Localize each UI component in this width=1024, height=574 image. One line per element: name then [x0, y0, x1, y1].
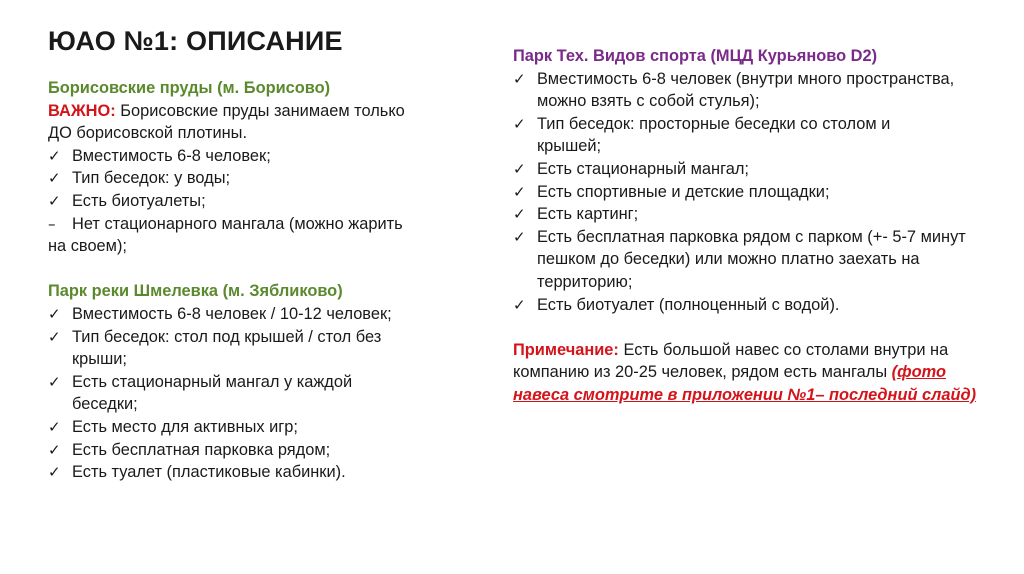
left-column	[48, 77, 448, 484]
list-item: ✓ Есть бесплатная парковка рядом;	[48, 439, 448, 462]
note-paragraph	[513, 339, 983, 407]
list-item: ✓ Есть стационарный мангал;	[513, 158, 983, 181]
list-item: ✓ Тип беседок: стол под крышей / стол без крыши;	[48, 327, 382, 369]
borisovskie-list	[48, 145, 448, 258]
list-item: ✓ Есть картинг;	[513, 203, 983, 226]
list-item: ✓ Есть бесплатная парковка рядом с парком (+- 5-7 минут пешком до беседки) или можно платно заехать на территорию;	[513, 227, 966, 291]
dash-icon: –	[48, 214, 56, 233]
list-item: ✓ Есть спортивные и детские площадки;	[513, 181, 983, 204]
list-item: ✓ Есть биотуалеты;	[48, 190, 448, 213]
section-heading-borisovskie: Борисовские пруды (м. Борисово)	[48, 79, 331, 97]
check-icon: ✓	[48, 169, 61, 188]
list-item: – Нет стационарного мангала (можно жарить	[48, 213, 448, 236]
list-item: ✓ Тип беседок: у воды;	[48, 167, 448, 190]
note-label: Примечание:	[513, 340, 619, 359]
right-column	[513, 45, 993, 407]
check-icon: ✓	[48, 191, 61, 210]
list-item: ✓ Вместимость 6-8 человек (внутри много пространства, можно взять с собой стулья);	[513, 69, 955, 111]
check-icon: ✓	[513, 227, 526, 246]
important-text-cont: ДО борисовской плотины.	[48, 124, 248, 143]
important-text: Борисовские пруды занимаем только	[115, 101, 405, 120]
note-link[interactable]: (фото навеса смотрите в приложении №1– последний слайд)	[513, 363, 977, 404]
important-note	[48, 100, 448, 123]
list-item-continuation: на своем);	[48, 237, 127, 256]
check-icon: ✓	[513, 114, 526, 133]
check-icon: ✓	[48, 417, 61, 436]
check-icon: ✓	[48, 304, 61, 323]
check-icon: ✓	[48, 372, 61, 391]
list-item: ✓ Вместимость 6-8 человек;	[48, 145, 448, 168]
list-item: ✓ Есть стационарный мангал у каждой беседки;	[48, 372, 353, 414]
section-heading-shmelevka: Парк реки Шмелевка (м. Зябликово)	[48, 282, 343, 301]
check-icon: ✓	[48, 146, 61, 165]
section-heading-kuryanovo: Парк Тех. Видов спорта (МЦД Курьяново D2)	[513, 47, 878, 65]
list-item: ✓ Тип беседок: просторные беседки со столом и крышей;	[513, 114, 891, 156]
list-item: ✓ Есть место для активных игр;	[48, 416, 448, 439]
check-icon: ✓	[513, 182, 526, 201]
shmelevka-list	[48, 303, 448, 484]
check-icon: ✓	[513, 69, 526, 88]
list-item: ✓ Вместимость 6-8 человек / 10-12 человек;	[48, 303, 448, 326]
check-icon: ✓	[513, 159, 526, 178]
list-item: ✓ Есть биотуалет (полноценный с водой).	[513, 294, 983, 317]
kuryanovo-list	[513, 68, 983, 317]
slide-title: ЮАО №1: ОПИСАНИЕ	[48, 26, 343, 56]
note-text: Есть большой навес со столами внутри на компанию из 20-25 человек, рядом есть мангалы	[513, 340, 949, 382]
check-icon: ✓	[48, 463, 61, 482]
check-icon: ✓	[513, 295, 526, 314]
check-icon: ✓	[48, 327, 61, 346]
list-item: ✓ Есть туалет (пластиковые кабинки).	[48, 461, 448, 484]
important-label: ВАЖНО:	[48, 101, 116, 120]
check-icon: ✓	[513, 205, 526, 224]
check-icon: ✓	[48, 440, 61, 459]
